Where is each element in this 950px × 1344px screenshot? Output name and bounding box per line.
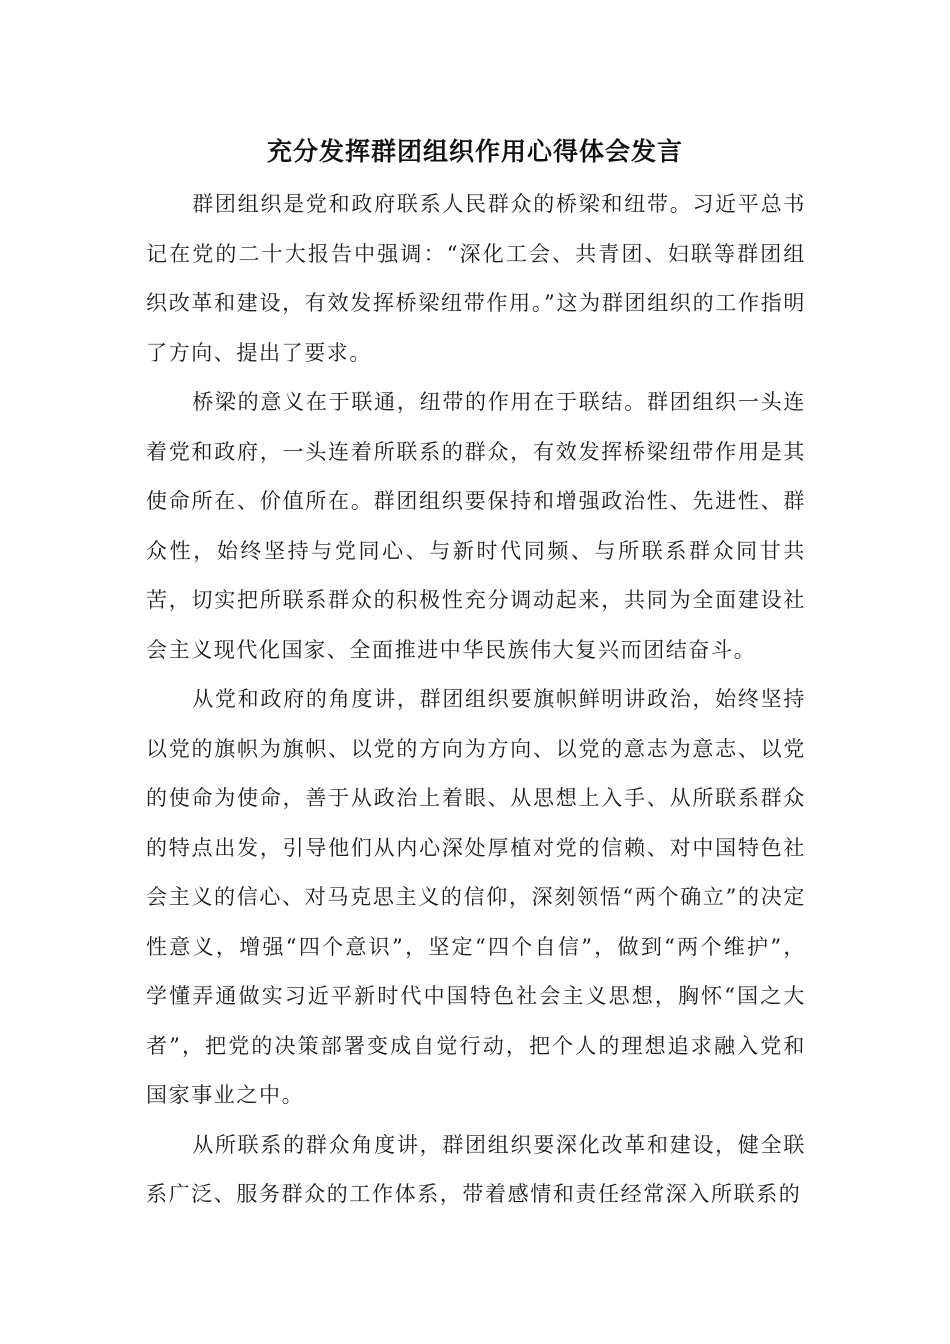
paragraph-2: 桥梁的意义在于联通，纽带的作用在于联结。群团组织一头连着党和政府，一头连着所联系的群众，有效发挥桥梁纽带作用是其使命所在、价值所在。群团组织要保持和增强政治性、先进性、群众性，始终坚持与党同心、与新时代同频、与所联系群众同甘共苦，切实把所联系群众的积极性充分调动起来，共同为全面建设社会主义现代化国家、全面推进中华民族伟大复兴而团结奋斗。 <box>146 390 806 662</box>
paragraph-3: 从党和政府的角度讲，群团组织要旗帜鲜明讲政治，始终坚持以党的旗帜为旗帜、以党的方向为方向、以党的意志为意志、以党的使命为使命，善于从政治上着眼、从思想上入手、从所联系群众的特点出发，引导他们从内心深处厚植对党的信赖、对中国特色社会主义的信心、对马克思主义的信仰，深刻领悟“两个确立”的决定性意义，增强“四个意识”，坚定“四个自信”，做到“两个维护”，学懂弄通做实习近平新时代中国特色社会主义思想，胸怀“国之大者”，把党的决策部署变成自觉行动，把个人的理想追求融入党和国家事业之中。 <box>146 687 806 1107</box>
document-title: 充分发挥群团组织作用心得体会发言 <box>266 137 683 166</box>
paragraph-1: 群团组织是党和政府联系人民群众的桥梁和纽带。习近平总书记在党的二十大报告中强调：“深化工会、共青团、妇联等群团组织改革和建设，有效发挥桥梁纽带作用。”这为群团组织的工作指明了方向、提出了要求。 <box>146 192 806 365</box>
document-body <box>146 180 806 1220</box>
paragraph-4: 从所联系的群众角度讲，群团组织要深化改革和建设，健全联系广泛、服务群众的工作体系，带着感情和责任经常深入所联系的 <box>146 1132 806 1206</box>
